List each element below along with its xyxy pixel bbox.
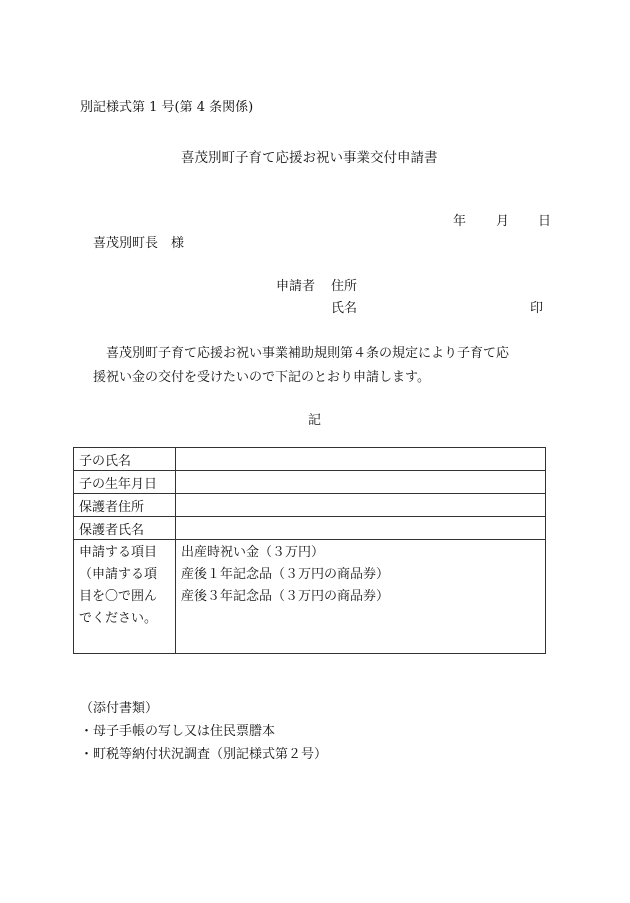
seal-mark: 印 [530,301,544,316]
items-label-line: （申請する項 [79,567,158,582]
body-text-line-2: 援祝い金の交付を受けたいので下記のとおり申請します。 [93,370,430,385]
date-month: 月 [496,214,510,229]
attachments-heading: （添付書類） [80,701,159,716]
attachment-item: ・母子手帳の写し又は住民票謄本 [80,724,276,739]
date-day: 日 [538,214,552,229]
items-label [74,540,176,654]
guardian-name-field[interactable] [176,517,546,540]
table-row [74,471,546,494]
child-birthdate-field[interactable] [176,471,546,494]
guardian-address-label: 保護者住所 [74,494,176,517]
addressee: 喜茂別町長 様 [93,236,185,251]
ki-marker: 記 [308,413,322,428]
option-birth-celebration[interactable]: 出産時祝い金（３万円） [181,545,325,560]
items-label-line: 目を〇で囲ん [79,589,158,604]
document-title: 喜茂別町子育て応援お祝い事業交付申請書 [181,150,438,166]
guardian-address-field[interactable] [176,494,546,517]
body-text-line-1: 喜茂別町子育て応援お祝い事業補助規則第４条の規定により子育て応 [106,346,510,361]
applicant-address-label: 住所 [331,279,358,294]
form-number: 別記様式第 1 号(第 4 条関係) [80,100,254,115]
option-one-year-gift[interactable]: 産後１年記念品（３万円の商品券） [181,567,390,582]
child-birthdate-label: 子の生年月日 [74,471,176,494]
items-label-line: でください。 [79,611,158,626]
child-name-field[interactable] [176,448,546,471]
date-year: 年 [453,214,467,229]
items-label-line: 申請する項目 [79,545,158,560]
applicant-label: 申請者 [276,279,316,294]
table-row [74,494,546,517]
child-name-label: 子の氏名 [74,448,176,471]
table-row [74,448,546,471]
guardian-name-label: 保護者氏名 [74,517,176,540]
items-options [176,540,546,654]
attachment-item: ・町税等納付状況調査（別記様式第２号） [80,747,328,762]
option-three-year-gift[interactable]: 産後３年記念品（３万円の商品券） [181,589,390,604]
table-row [74,540,546,654]
application-table [73,447,546,654]
table-row [74,517,546,540]
applicant-name-label: 氏名 [331,301,358,316]
